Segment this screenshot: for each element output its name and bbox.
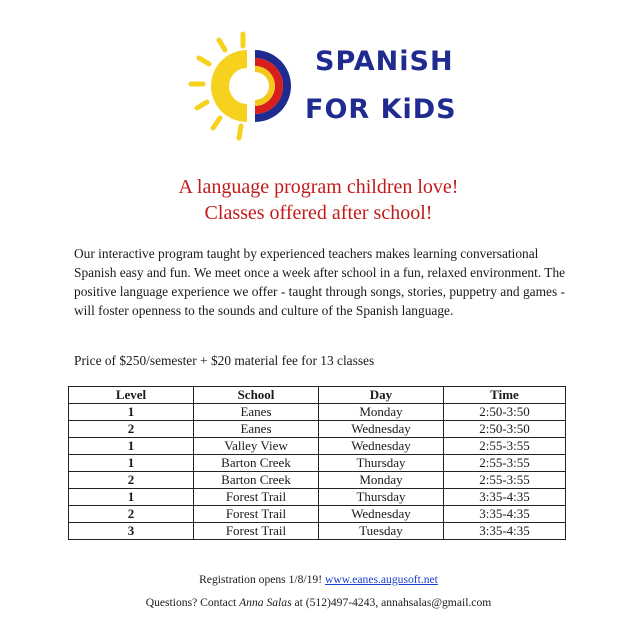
cell-time: 2:55-3:55	[444, 455, 566, 472]
cell-day: Thursday	[319, 489, 444, 506]
table-header-row	[69, 387, 566, 404]
sun-logo-icon	[185, 28, 305, 148]
table-row	[69, 523, 566, 540]
questions-suffix: at (512)497-4243, annahsalas@gmail.com	[294, 596, 492, 609]
price-line: Price of $250/semester + $20 material fee for 13 classes	[74, 353, 375, 368]
cell-level: 3	[69, 523, 194, 540]
table-row	[69, 455, 566, 472]
cell-day: Wednesday	[319, 438, 444, 455]
questions-prefix: Questions? Contact	[145, 596, 237, 609]
header-day: Day	[319, 387, 444, 404]
logo-text-line-2: FOR KiDS	[305, 94, 457, 125]
tagline-line-2: Classes offered after school!	[204, 202, 433, 224]
spanish-for-kids-logo	[185, 28, 455, 148]
cell-day: Monday	[319, 404, 444, 421]
cell-school: Eanes	[194, 404, 319, 421]
logo-text-line-1: SPANiSH	[315, 46, 454, 77]
cell-time: 2:55-3:55	[444, 472, 566, 489]
table-row	[69, 506, 566, 523]
registration-text: Registration opens 1/8/19!	[199, 573, 323, 586]
cell-time: 3:35-4:35	[444, 506, 566, 523]
cell-level: 2	[69, 472, 194, 489]
cell-school: Eanes	[194, 421, 319, 438]
cell-school: Barton Creek	[194, 472, 319, 489]
table-row	[69, 472, 566, 489]
cell-level: 2	[69, 506, 194, 523]
tagline-line-1: A language program children love!	[178, 176, 459, 198]
cell-time: 3:35-4:35	[444, 523, 566, 540]
cell-level: 1	[69, 404, 194, 421]
cell-day: Thursday	[319, 455, 444, 472]
cell-school: Forest Trail	[194, 506, 319, 523]
contact-name: Anna Salas	[239, 596, 292, 609]
cell-day: Monday	[319, 472, 444, 489]
cell-school: Valley View	[194, 438, 319, 455]
table-row	[69, 421, 566, 438]
header-time: Time	[444, 387, 566, 404]
cell-day: Tuesday	[319, 523, 444, 540]
cell-school: Forest Trail	[194, 489, 319, 506]
cell-day: Wednesday	[319, 421, 444, 438]
cell-level: 1	[69, 438, 194, 455]
table-row	[69, 404, 566, 421]
table-row	[69, 438, 566, 455]
class-schedule-table	[68, 386, 566, 540]
cell-time: 3:35-4:35	[444, 489, 566, 506]
registration-line	[0, 573, 637, 586]
intro-paragraph: Our interactive program taught by experienced teachers makes learning conversational Spanish easy and fun. We meet once a week after school in a fun, relaxed environment. The positive language experience we offer - taught through songs, stories, puppetry and games - will foster openness to the sounds and culture of the Spanish language.	[74, 246, 566, 318]
cell-time: 2:50-3:50	[444, 404, 566, 421]
cell-level: 2	[69, 421, 194, 438]
cell-level: 1	[69, 455, 194, 472]
cell-time: 2:50-3:50	[444, 421, 566, 438]
cell-school: Barton Creek	[194, 455, 319, 472]
cell-school: Forest Trail	[194, 523, 319, 540]
header-school: School	[194, 387, 319, 404]
cell-level: 1	[69, 489, 194, 506]
contact-line	[0, 596, 637, 609]
cell-day: Wednesday	[319, 506, 444, 523]
header-level: Level	[69, 387, 194, 404]
table-row	[69, 489, 566, 506]
registration-link[interactable]: www.eanes.augusoft.net	[325, 573, 438, 586]
cell-time: 2:55-3:55	[444, 438, 566, 455]
